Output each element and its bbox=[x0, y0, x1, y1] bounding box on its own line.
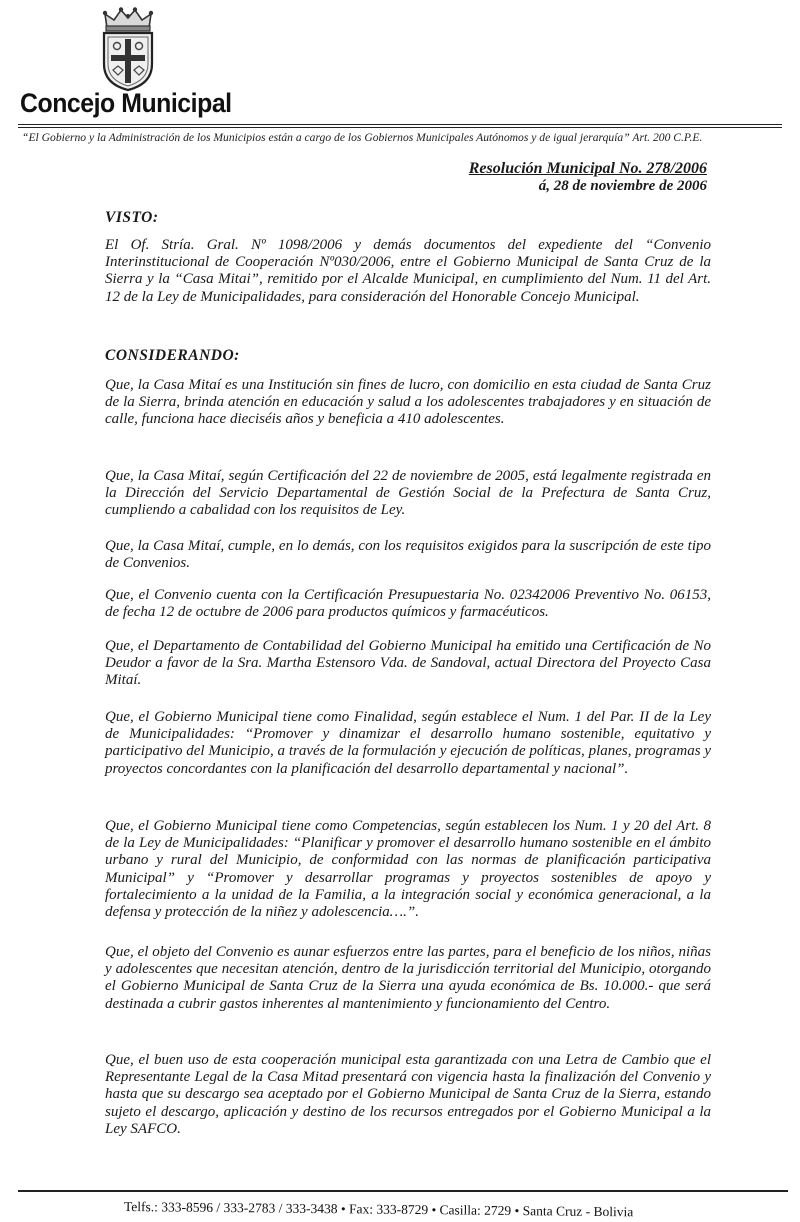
footer-rule bbox=[18, 1190, 788, 1192]
visto-heading: VISTO: bbox=[105, 209, 159, 226]
considerando-paragraph: Que, la Casa Mitaí, según Certificación del 22 de noviembre de 2005, está legalmente registrada en la Dirección del Servicio Departamental de Gestión Social de la Prefectura de Santa Cruz, cumpliendo a cabalidad con los requisitos de Ley. bbox=[105, 468, 711, 519]
constitutional-motto: “El Gobierno y la Administración de los Municipios están a cargo de los Gobiernos Municipales Autónomos y de igual jerarquía” Art. 200 C.P.E. bbox=[22, 131, 703, 144]
considerando-paragraph: Que, el Gobierno Municipal tiene como Finalidad, según establece el Num. 1 del Par. II de la Ley de Municipalidades: “Promover y dinamizar el desarrollo humano sostenible, equitativo y participativo del Municipio, a través de la formulación y ejecución de políticas, planes, programas y proyectos concordantes con la planificación del desarrollo departamental y nacional”. bbox=[105, 709, 711, 777]
considerando-paragraph: Que, la Casa Mitaí, cumple, en lo demás, con los requisitos exigidos para la suscripción de este tipo de Convenios. bbox=[105, 538, 711, 572]
considerando-paragraph: Que, el Gobierno Municipal tiene como Competencias, según establecen los Num. 1 y 20 del Art. 8 de la Ley de Municipalidades: “Planificar y promover el desarrollo humano sostenible en el ámbito urbano y rural del Municipio, de conformidad con las normas de planificación participativa Municipal” y “Promover y desarrollar programas y proyectos sostenibles de apoyo y fortalecimiento a la unidad de la Familia, a la integración social y económica generacional, a la defensa y protección de la niñez y adolescencia….”. bbox=[105, 818, 711, 921]
resolution-date: á, 28 de noviembre de 2006 bbox=[538, 178, 707, 194]
header-rule-thin bbox=[18, 127, 782, 128]
municipal-crest-icon bbox=[99, 6, 157, 92]
considerando-heading: CONSIDERANDO: bbox=[105, 347, 240, 364]
visto-paragraph: El Of. Stría. Gral. Nº 1098/2006 y demás documentos del expediente del “Convenio Interinstitucional de Cooperación Nº030/2006, entre el Gobierno Municipal de Santa Cruz de la Sierra y la “Casa Mitai”, remitido por el Alcalde Municipal, en cumplimiento del Num. 11 del Art. 12 de la Ley de Municipalidades, para consideración del Honorable Concejo Municipal. bbox=[105, 237, 711, 305]
considerando-paragraph: Que, el Convenio cuenta con la Certificación Presupuestaria No. 02342006 Preventivo No. 06153, de fecha 12 de octubre de 2006 para productos químicos y farmacéuticos. bbox=[105, 587, 711, 621]
considerando-paragraph: Que, el buen uso de esta cooperación municipal esta garantizada con una Letra de Cambio que el Representante Legal de la Casa Mitad presentará con vigencia hasta la finalización del Convenio y hasta que su descargo sea aceptado por el Gobierno Municipal de Santa Cruz de la Sierra, estando sujeto el descargo, aplicación y destino de los recursos entregados por el Gobierno Municipal a la Ley SAFCO. bbox=[105, 1052, 711, 1137]
footer-contact: Telfs.: 333-8596 / 333-2783 / 333-3438 • Fax: 333-8729 • Casilla: 2729 • Santa Cruz - Bolivia bbox=[123, 1199, 634, 1220]
header-rule bbox=[18, 124, 782, 125]
considerando-paragraph: Que, el Departamento de Contabilidad del Gobierno Municipal ha emitido una Certificación de No Deudor a favor de la Sra. Martha Estensoro Vda. de Sandoval, actual Directora del Proyecto Casa Mitaí. bbox=[105, 638, 711, 689]
considerando-paragraph: Que, el objeto del Convenio es aunar esfuerzos entre las partes, para el beneficio de los niños, niñas y adolescentes que necesitan atención, dentro de la jurisdicción territorial del Municipio, otorgando el Gobierno Municipal de Santa Cruz de la Sierra una ayuda económica de Bs. 10.000.- que será destinada a cubrir gastos inherentes al mantenimiento y funcionamiento del Centro. bbox=[105, 944, 711, 1012]
org-name: Concejo Municipal bbox=[20, 88, 232, 118]
resolution-number: Resolución Municipal No. 278/2006 bbox=[468, 160, 707, 177]
considerando-paragraph: Que, la Casa Mitaí es una Institución sin fines de lucro, con domicilio en esta ciudad de Santa Cruz de la Sierra, brinda atención en educación y salud a los adolescentes trabajadores y en situación de calle, funciona hace dieciséis años y beneficia a 410 adolescentes. bbox=[105, 377, 711, 428]
